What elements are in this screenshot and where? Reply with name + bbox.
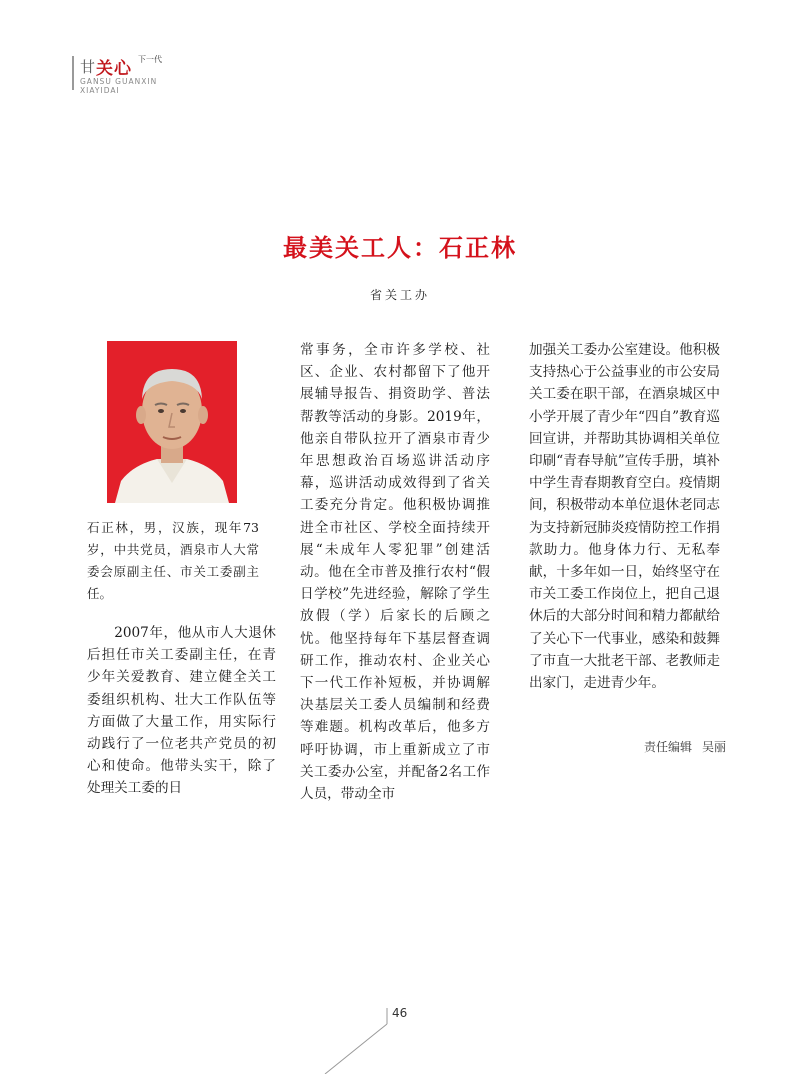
logo-char-xin: 心 bbox=[114, 59, 131, 79]
logo-divider bbox=[72, 56, 74, 90]
article-title: 最美关工人：石正林 bbox=[283, 233, 517, 262]
article-column-1: 2007年，他从市人大退休后担任市关工委副主任，在青少年关爱教育、建立健全关工委组织机构、壮大工作队伍等方面做了大量工作，用实际行动践行了一位老共产党员的初心和使命。他带头实干，除了处理关工委的日 bbox=[87, 625, 276, 797]
article-column-3: 加强关工委办公室建设。他积极支持热心于公益事业的市公安局关工委在职干部，在酒泉城区中小学开展了青少年“四自”教育巡回宣讲，并帮助其协调相关单位印刷“青春导航”宣传手册，填补中学生青春期教育空白。疫情期间，积极带动本单位退休老同志为支持新冠肺炎疫情防控工作捐款助力。他身体力行、无私奉献，十多年如一日，始终坚守在市关工委工作岗位上，把自己退休后的大部分时间和精力都献给了关心下一代事业，感染和鼓舞了市直一大批老干部、老教师走出家门，走进青少年。 bbox=[529, 342, 720, 692]
logo-char-xiayidai: 下一代 bbox=[138, 55, 162, 64]
portrait-illustration bbox=[107, 341, 237, 503]
editor-name: 吴丽 bbox=[701, 740, 726, 754]
logo-char-guan: 关 bbox=[96, 59, 113, 79]
logo-english-line-2: XIAYIDAI bbox=[80, 86, 120, 95]
photo-caption: 石正林，男，汉族，现年73岁，中共党员，酒泉市人大常委会原副主任、市关工委副主任。 bbox=[87, 520, 259, 601]
editor-credit bbox=[528, 738, 726, 755]
logo-english-line-1: GANSU GUANXIN bbox=[80, 77, 158, 86]
article-author: 省关工办 bbox=[369, 288, 430, 302]
logo-wordmark bbox=[80, 54, 190, 79]
article-column-2: 常事务，全市许多学校、社区、企业、农村都留下了他开展辅导报告、捐资助学、普法帮教等活动的身影。2019年，他亲自带队拉开了酒泉市青少年思想政治百场巡讲活动序幕，巡讲活动成效得到了省关工委充分肯定。他积极协调推进全市社区、学校全面持续开展“未成年人零犯罪”创建活动。他在全市普及推行农村“假日学校”先进经验，解除了学生放假（学）后家长的后顾之忧。他坚持每年下基层督查调研工作，推动农村、企业关心下一代工作补短板，并协调解决基层关工委人员编制和经费等难题。机构改革后，他多方呼吁协调，市上重新成立了市关工委办公室，并配备2名工作人员，带动全市 bbox=[300, 342, 490, 803]
logo-char-gansu: 甘 bbox=[80, 58, 96, 76]
portrait-photo bbox=[107, 341, 237, 503]
magazine-logo bbox=[72, 54, 192, 94]
page-number: 46 bbox=[392, 1006, 408, 1020]
editor-label: 责任编辑 bbox=[643, 740, 692, 754]
